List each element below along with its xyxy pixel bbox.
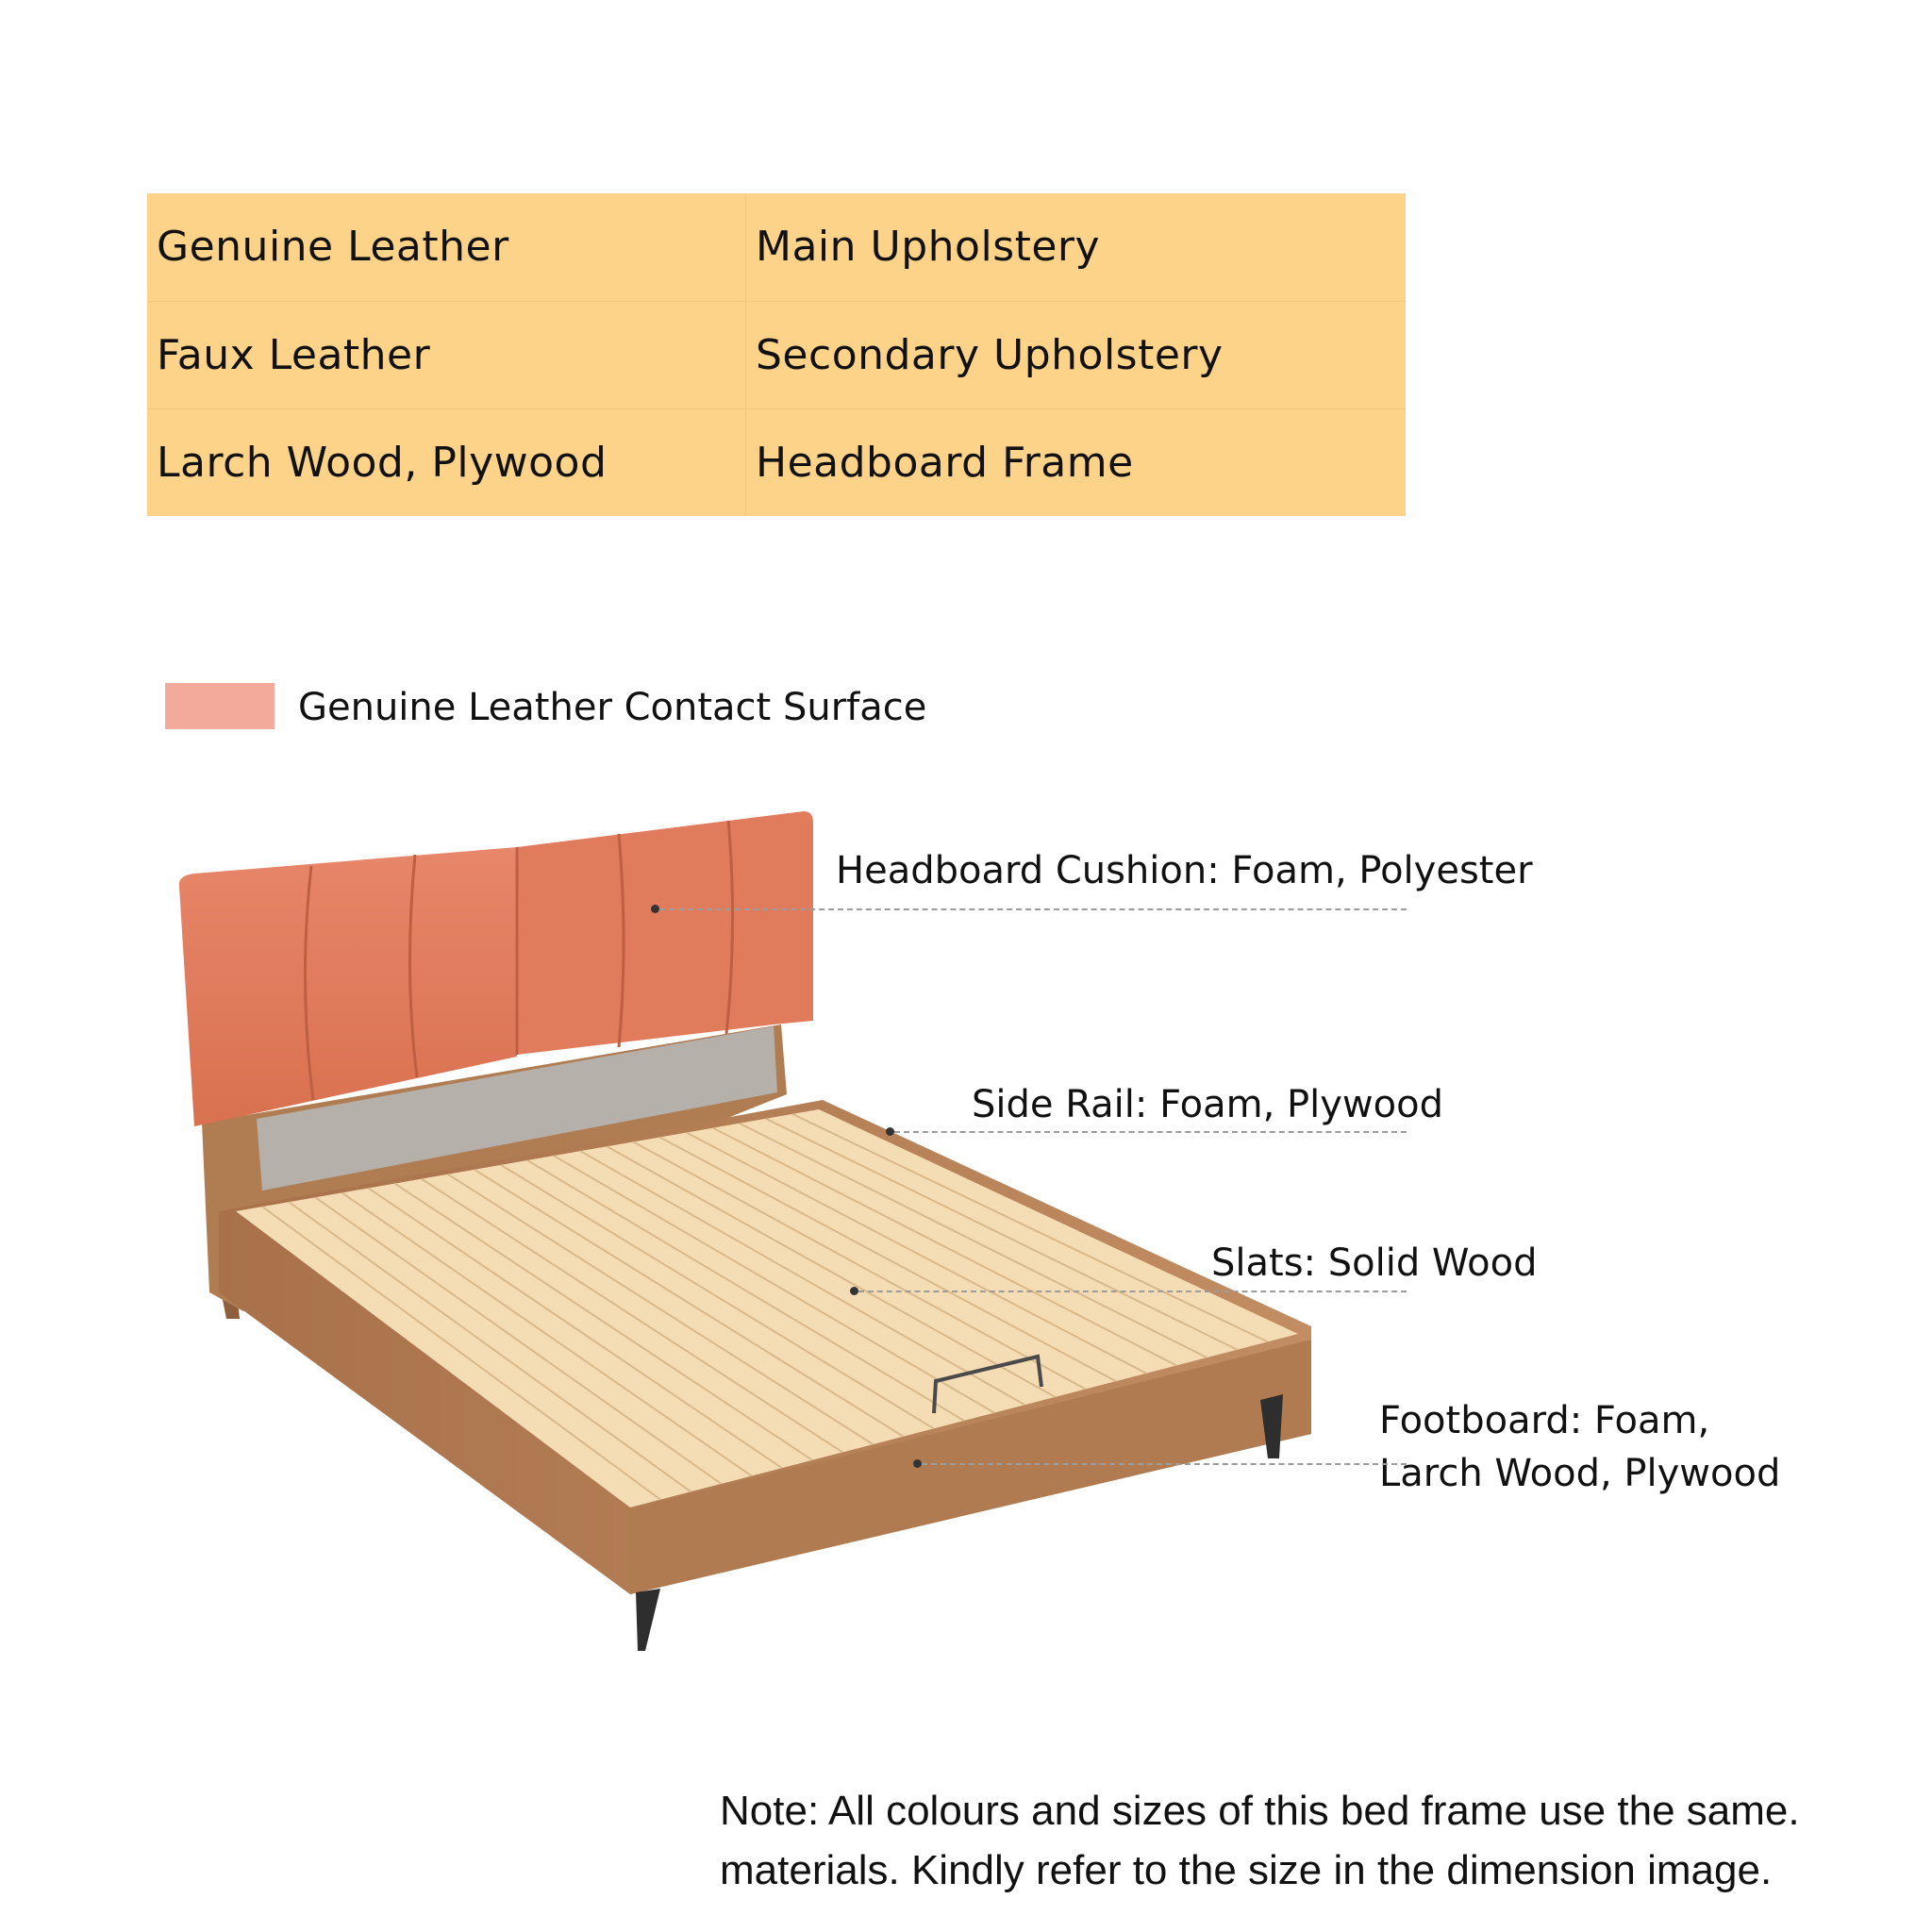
note-line-1: Note: All colours and sizes of this bed frame use the same. bbox=[720, 1788, 1800, 1834]
materials-table bbox=[147, 193, 1406, 516]
front-leg-left bbox=[636, 1589, 660, 1651]
material-cell: Genuine Leather bbox=[157, 223, 509, 271]
usage-cell: Headboard Frame bbox=[756, 439, 1134, 487]
callout-slats-label: Slats: Solid Wood bbox=[1211, 1241, 1538, 1285]
note-text bbox=[720, 1781, 1899, 1900]
callout-headboard-label: Headboard Cushion: Foam, Polyester bbox=[836, 849, 1533, 892]
callout-headboard-dot bbox=[651, 905, 659, 913]
callout-footboard-label-line1: Footboard: Foam, bbox=[1379, 1399, 1710, 1442]
callout-footboard-label-line2: Larch Wood, Plywood bbox=[1379, 1452, 1781, 1495]
material-cell: Faux Leather bbox=[157, 331, 431, 379]
table-row bbox=[147, 408, 1406, 517]
usage-cell: Secondary Upholstery bbox=[756, 331, 1224, 379]
table-row bbox=[147, 301, 1406, 409]
callout-side-rail-dot bbox=[886, 1127, 894, 1136]
note-line-2: materials. Kindly refer to the size in the dimension image. bbox=[720, 1847, 1773, 1893]
callout-side-rail-leader bbox=[894, 1131, 1407, 1133]
callout-footboard-dot bbox=[913, 1459, 922, 1468]
callout-headboard-leader bbox=[659, 908, 1407, 910]
callout-slats-dot bbox=[850, 1287, 858, 1295]
callout-side-rail-label: Side Rail: Foam, Plywood bbox=[972, 1083, 1443, 1126]
legend-swatch bbox=[165, 683, 275, 729]
callout-footboard-leader bbox=[922, 1463, 1407, 1465]
bed-frame-illustration bbox=[142, 792, 1330, 1660]
table-row bbox=[147, 193, 1406, 301]
usage-cell: Main Upholstery bbox=[756, 223, 1101, 271]
legend-label: Genuine Leather Contact Surface bbox=[298, 686, 927, 729]
material-cell: Larch Wood, Plywood bbox=[157, 439, 608, 487]
headboard-cushion-right bbox=[517, 811, 813, 1055]
callout-slats-leader bbox=[858, 1291, 1407, 1292]
